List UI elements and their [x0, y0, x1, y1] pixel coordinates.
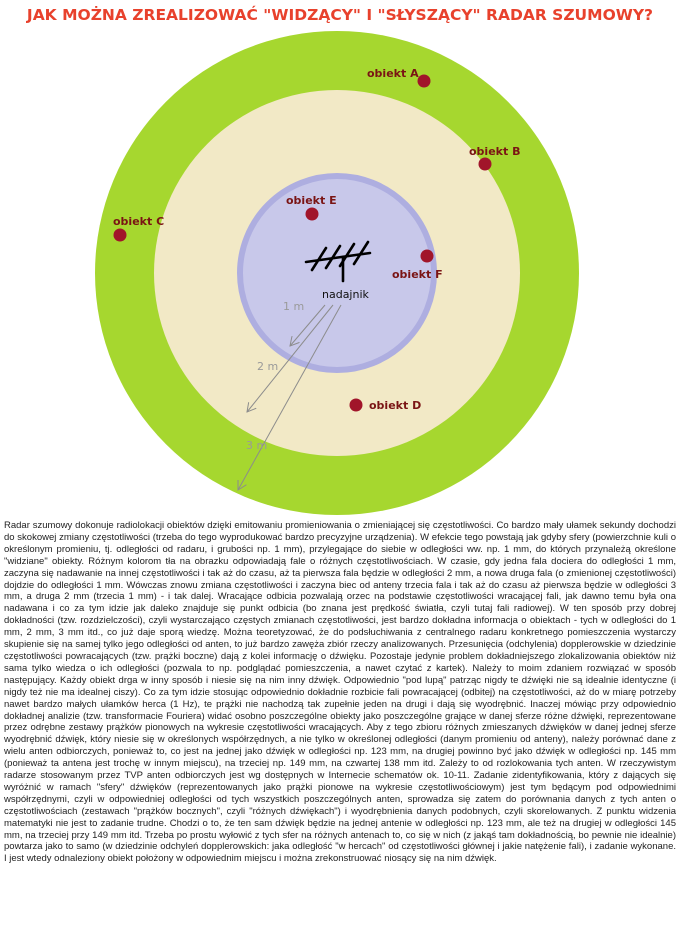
- object-f-dot: [421, 250, 434, 263]
- object-a-label: obiekt A: [367, 67, 419, 80]
- object-d-label: obiekt D: [369, 399, 422, 412]
- distance-label-3m: 3 m: [246, 439, 268, 452]
- object-f-label: obiekt F: [392, 268, 443, 281]
- object-e-label: obiekt E: [286, 194, 337, 207]
- distance-label-1m: 1 m: [283, 300, 305, 313]
- object-c-label: obiekt C: [113, 215, 165, 228]
- object-b-dot: [479, 158, 492, 171]
- object-c-dot: [114, 229, 127, 242]
- distance-label-2m: 2 m: [257, 360, 279, 373]
- description-text: Radar szumowy dokonuje radiolokacji obiektów dzięki emitowaniu promieniowania o zmieniającej się częstotliwości. Co bardzo mały ułamek sekundy dochodzi do skokowej zmiany częstotliwości (trzeba do tego wyprodukować bardzo precyzyjne urządzenia). W efekcie tego powstają jak gdyby sfery (powierzchnie kuli o określonym promieniu, tj. odległości od radaru, i grubości np. 1 mm), przylegające do siebie w odległości ww. np. 1 mm, do których przynależą określone "widziane" obiekty. Różnym kolorom tła na obrazku odpowiadają fale o różnych częstotliwościach. W czasie, gdy jedna fala dociera do odległości 1 mm, zaczyna się nadawanie na innej częstotliwości i tak aż do czasu, aż ta pierwsza fala będzie w odległości 2 mm, a nowa druga fala (o zmienionej częstotliwości) dojdzie do odległości 1 mm. Wówczas znowu zmiana częstotliwości i zaczyna biec od anteny trzecia fala i tak aż do czasu aż pierwsza będzie w odległości 3 mm, a druga 2 mm (trzecia 1 mm) - i tak dalej. Wracające odbicia pozwalają orzec na podstawie częstotliwości wracającej fali, jak dawno temu była ona nadawana i co za tym idzie jak daleko znajduje się punkt odbicia (bo znana jest prędkość światła, czyli tutaj fali radiowej). W ten sposób przy dobrej dokładności (tzw. rozdzielczości), czyli wystarczająco częstych zmianach częstotliwości, jest bardzo dokładna informacja o obiektach - tych w odległości do 1 mm, 2 mm, 3 mm itd., co już daje sporą wiedzę. Można teoretyzować, że do podsłuchiwania z centralnego radaru konkretnego pomieszczenia wystarczy skupienie się na samej tylko jego odległości od anten, to już bardzo zawęża zbiór rzeczy analizowanych. Przesunięcia (odchylenia) dopplerowskie w dziedzinie częstotliwości powracających (tzw. prążki boczne) dają z kolei informację o dźwięku. Pozostaje jedynie problem dokładniejszego zlokalizowania obiektów niż sama tylko wiedza o ich odległości (pozwala to np. podglądać pomieszczenia, a nawet czytać z kartek). Należy to moim zdaniem rozwiązać w sposób następujący. Każdy obiekt drga w inny sposób i niesie się na nim inny dźwięk. Odpowiednio "pod lupą" patrząc nigdy te dźwięki nie są idealnie identyczne (i nigdy też nie ma idealnej ciszy). Co za tym idzie stosując odpowiednio dokładnie rozbicie fali powracającej (odbitej) na częstotliwości, aż do w miarę potrzeby nawet bardzo małych ułamków herca (1 Hz), te prążki nie nachodzą tak zupełnie jeden na drugi i dają się wyodrębnić. Inaczej mówiąc przy odpowiednio dokładnej analizie (tzw. transformacie Fouriera) widać osobno poszczególne obiekty jako poszczególne grające w danej sferze różne dźwięki, reprezentowane przez odrębne zestawy prążków pionowych na wykresie częstotliwości wracających. Aby z tego zbioru różnych zmieszanych dźwięków w danej jednej sferze wyodrębnić dźwięk, który niesie się w określonych współrzędnych, a nie tylko w określonej odległości (danym promieniu od anteny), należy porównać dane z wielu anten odbiorczych, ponieważ to, co jest na jednej jako dźwięk w odległości np. 123 mm, na drugiej powinno być jako dźwięk w odległości np. 145 mm (ponieważ ta antena jest trochę w innym miejscu), na trzeciej np. 149 mm, na czwartej 138 mm itd. Zależy to od rozlokowania tych anten. W rzeczywistym radarze stosowanym przez TVP anten odbiorczych jest wg dostępnych w Internecie schematów ok. 10-11. Zadanie zidentyfikowania, który z dających się wyróżnić w ramach "sfery" dźwięków (reprezentowanych jako prążki pionowe na wykresie częstotliwościowym) jest tym będącym pod odpowiednimi współrzędnymi, czyli w odpowiedniej odległości od tych wszystkich poszczególnych anten, sprowadza się zatem do porównania danych z tych anten o częstotliwościach (zestawach "prążków bocznych", czyli "różnych dźwiękach") i wyodrębnienia danych podobnych, czyli skorelowanych. Z punktu widzenia matematyki nie jest to zadanie trudne. Chodzi o to, że ten sam dźwięk będzie na jednej antenie w odległości np. 123 mm, ale też na drugiej w odległości 145 mm, na trzeciej przy 149 mm itd. Trzeba po prostu wyłowić z tych sfer na różnych antenach to, co się w nich (z jakąś tam dokładnością, bo pewnie nie idealnie) powtarza jako to samo (w dziedzinie odchyleń dopplerowskich: jaka odległość "w hercach" od częstotliwości głównej i jakie natężenie fali), i zadanie wykonane. I jest wtedy odnaleziony obiekt położony w odpowiednim miejscu i można zrekonstruować niosący się na nim dźwięk.: [4, 520, 676, 865]
- page-title: JAK MOŻNA ZREALIZOWAĆ "WIDZĄCY" I "SŁYSZĄCY" RADAR SZUMOWY?: [26, 6, 654, 24]
- object-b-label: obiekt B: [469, 145, 521, 158]
- object-a-dot: [418, 75, 431, 88]
- transmitter-label: nadajnik: [322, 288, 369, 301]
- object-d-dot: [350, 399, 363, 412]
- object-e-dot: [306, 208, 319, 221]
